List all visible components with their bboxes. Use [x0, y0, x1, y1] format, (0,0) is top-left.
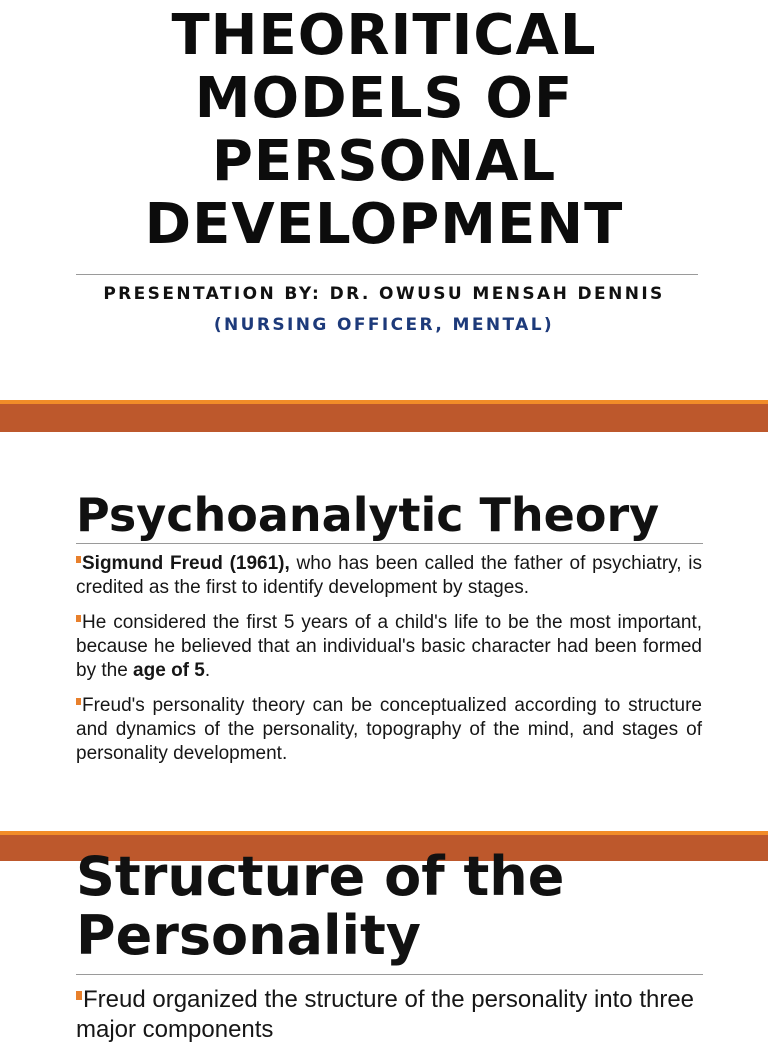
bullet-text: Freud's personality theory can be conceptualized according to structure and dynamics of the personality, topography of the mind, and stages of personality development.: [76, 695, 702, 764]
slide-separator: [0, 400, 768, 432]
bullet-list: [76, 552, 702, 777]
title-line: MODELS OF: [194, 66, 574, 131]
bullet-bold-text: Sigmund Freud (1961),: [82, 553, 290, 574]
bullet-tail: .: [204, 660, 211, 681]
title-line: DEVELOPMENT: [144, 192, 624, 257]
heading-divider: [76, 543, 703, 544]
bullet-square-icon: [76, 556, 81, 563]
bullet-square-icon: [76, 991, 82, 1000]
heading-line: Personality: [76, 904, 421, 967]
heading-line: Structure of the: [76, 845, 565, 908]
content-slide-structure: [0, 845, 768, 1043]
bullet-square-icon: [76, 698, 81, 705]
heading-divider: [76, 974, 703, 975]
bullet-bold-text: age of 5: [133, 660, 205, 681]
list-item: [76, 611, 702, 683]
bullet-text: He considered the first 5 years of a child's life to be the most important, because he believed that an individual's basic character had been formed by the: [76, 612, 702, 681]
list-item: [76, 985, 702, 1045]
presentation-title: [0, 4, 768, 256]
title-slide: [0, 0, 768, 400]
bullet-text: Freud organized the structure of the personality into three major components: [76, 986, 695, 1043]
title-divider: [76, 274, 698, 275]
presenter-role: (NURSING OFFICER, MENTAL): [213, 315, 555, 335]
presenter-name: PRESENTATION BY: DR. OWUSU MENSAH DENNIS: [103, 284, 665, 304]
list-item: [76, 694, 702, 766]
bullet-square-icon: [76, 615, 81, 622]
list-item: [76, 552, 702, 600]
bullet-text: who has been called the father of psychiatry, is credited as the first to identify development by stages.: [76, 553, 702, 598]
title-line: PERSONAL: [211, 129, 557, 194]
content-slide-psychoanalytic: [0, 432, 768, 831]
title-line: THEORITICAL: [171, 3, 597, 68]
slide-heading: Psychoanalytic Theory: [76, 488, 660, 542]
bullet-list: [76, 985, 702, 1056]
slide-heading: [76, 847, 564, 965]
